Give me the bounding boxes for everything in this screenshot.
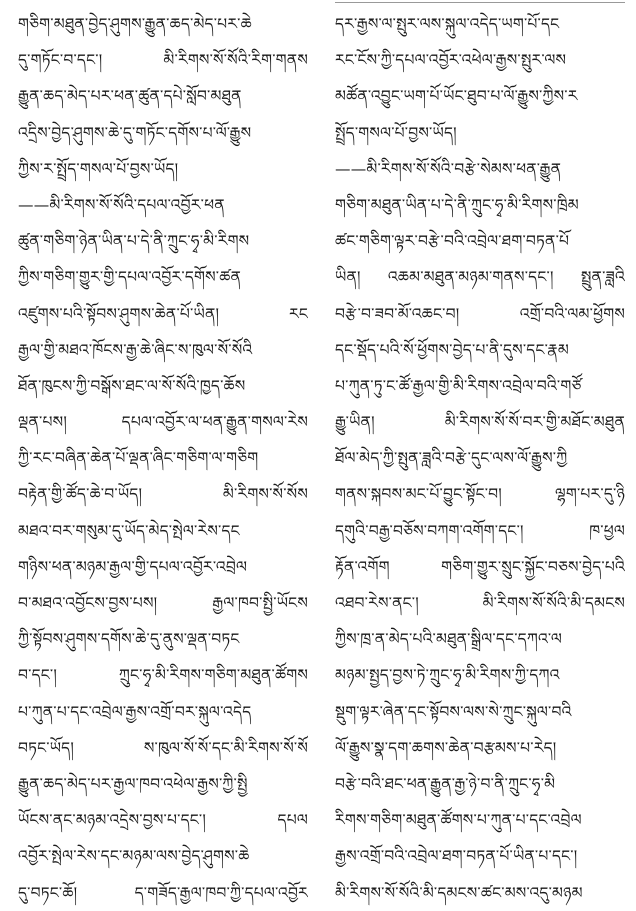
text-line: བརྩེ་བའི་ཐང་ཕན་རྒྱུན་རྒྱ་ཉེ་བ་ནི་ཀྲུང་ཧྭ་མི bbox=[335, 774, 556, 793]
text-line: མཚོན་འབྱུང་ཡག་པོ་ཡོང་ཐུབ་པ་ལོ་རྒྱུས་ཀྱིས་ར bbox=[335, 87, 578, 106]
text-line: དུ་བཏང་ཆོ། ད་གཟོད་རྒྱལ་ཁབ་ཀྱི་དཔལ་འབྱོར bbox=[18, 883, 308, 902]
text-line: བརྟེན་གྱི་ཚོད་ཆེ་བ་ཡོད། མི་རིགས་སོ་སོས bbox=[18, 485, 308, 504]
text-line: གཉིས་ཕན་མཉམ་རྒྱལ་གྱི་དཔལ་འབྱོར་འབྲེལ bbox=[18, 557, 248, 576]
text-line: ཀྱིས་གཅིག་གྱུར་གྱི་དཔལ་འབྱོར་དགོས་ཚན bbox=[18, 268, 241, 287]
top-divider bbox=[335, 2, 625, 3]
text-line: དགུའི་བརྒྱ་བཅོས་བཀག་འགོག་དང་། ཁ་ཕྱལ bbox=[335, 521, 625, 540]
text-line: དར་རྒྱས་ལ་སྤུར་ལས་སྐུལ་འདེད་ཡག་པོ་དང bbox=[335, 15, 560, 33]
text-line: བརྩེ་བ་ཟབ་མོ་འཆང་བ། འགྲོ་བའི་ལམ་ཕྱོགས bbox=[335, 304, 625, 323]
text-line: པ་ཀུན་ཏུ་ང་ཚོ་རྒྱལ་གྱི་མི་རིགས་འབྲེལ་བའི་གཙོ bbox=[335, 376, 582, 395]
text-line: འཐབ་རེས་ནང་། མི་རིགས་སོ་སོའི་མི་དམངས bbox=[335, 594, 625, 612]
text-line: རྟོན་འགོག གཅིག་གྱུར་སྲུང་སྐྱོང་བཅས་བྱེད་པའི bbox=[335, 557, 625, 576]
text-line: དང་སྡོད་པའི་སོ་ཕྱོགས་བྱེད་པ་ནི་དུས་དང་རྣམ bbox=[335, 340, 569, 359]
text-line: ཀྱི་རང་བཞིན་ཆེན་པོ་ལྡན་ཞིང་གཅིག་ལ་གཅིག bbox=[18, 449, 259, 468]
text-line: ཡིན། འཆམ་མཐུན་མཉམ་གནས་དང་། སྤྲུན་ཟླའི bbox=[335, 268, 625, 287]
text-line: མཉམ་སྤྱད་བྱས་ཏེ་ཀྲུང་ཧྭ་མི་རིགས་ཀྱི་དཀའ bbox=[335, 666, 560, 685]
text-line: ——མི་རིགས་སོ་སོའི་དཔལ་འབྱོར་ཕན bbox=[18, 195, 225, 214]
text-line: རྒྱས་འགྲོ་བའི་འབྲེལ་ཐག་བཏན་པོ་ཡིན་པ་དང་། bbox=[335, 847, 578, 866]
text-line: སྤྲོད་གསལ་པོ་བྱས་ཡོད། bbox=[335, 123, 457, 142]
text-line: ལྡན་པས། དཔལ་འབྱོར་ལ་ཕན་རྒྱུན་གསལ་རེས bbox=[18, 413, 308, 432]
text-line: པ་ཀུན་པ་དང་འབྲེལ་རྒྱས་འགྲོ་བར་སྐུལ་འདེད bbox=[18, 702, 252, 721]
text-line: རིགས་གཅིག་མཐུན་ཚོགས་པ་ཀུན་པ་དང་འབྲེལ bbox=[335, 811, 582, 830]
text-line: འབྱོར་སྤེལ་རེས་དང་མཉམ་ལས་བྱེད་ཤུགས་ཆེ bbox=[18, 847, 250, 866]
text-line: གཅིག་མཐུན་ཡིན་པ་དེ་ནི་ཀྲུང་ཧྭ་མི་རིགས་ཁྲིམ bbox=[335, 195, 579, 214]
text-line: མི་རིགས་སོ་སོའི་མི་དམངས་ཚང་མས་འདུ་མཉམ bbox=[335, 883, 583, 902]
right-text-column bbox=[335, 6, 625, 911]
left-text-column bbox=[18, 6, 308, 911]
text-line: ཀྱིས་ཁྲ་ན་མེད་པའི་མཐུན་སྒྲིལ་དང་དཀའ་ལ bbox=[335, 630, 563, 649]
text-line: བ་དང་། ཀྲུང་ཧྭ་མི་རིགས་གཅིག་མཐུན་ཚོགས bbox=[18, 666, 308, 685]
text-line: བཏང་ཡོད། ས་ཁུལ་སོ་སོ་དང་མི་རིགས་སོ་སོ bbox=[18, 738, 308, 757]
text-line: ཀྱི་སྟོབས་ཤུགས་དགོས་ཆེ་དུ་ནུས་ལྡན་བཏང bbox=[18, 630, 240, 649]
text-line: ཡོངས་ནང་མཉམ་འདྲེས་བྱས་པ་དང་། དཔལ bbox=[18, 811, 308, 830]
text-line: འཛུགས་པའི་སྟོབས་ཤུགས་ཆེན་པོ་ཡིན། རང bbox=[18, 304, 308, 323]
text-line: སྡུག་ལྟར་ཞེན་དང་སྟོབས་ལས་སེ་ཀྲུང་སྐུལ་བའི bbox=[335, 702, 572, 721]
text-line: རྒྱུ་ཡིན། མི་རིགས་སོ་སོ་བར་གྱི་མཐོང་མཐུན bbox=[335, 413, 625, 432]
text-line: ཚང་གཅིག་ལྟར་བརྩེ་བའི་འབྲེལ་ཐག་བཏན་པོ bbox=[335, 232, 570, 251]
text-line: རྒྱུན་ཆད་མེད་པར་ཕན་ཚུན་དཔེ་སློབ་མཐུན bbox=[18, 87, 242, 106]
text-line: ——མི་རིགས་སོ་སོའི་བརྩེ་སེམས་ཕན་རྒྱུན bbox=[335, 159, 562, 178]
text-line: གནས་སྐབས་མང་པོ་བྱུང་སྟོང་བ། ལྷག་པར་དུ་ཉི bbox=[335, 485, 625, 504]
text-line: ཐོལ་མེད་ཀྱི་སྤུན་ཟླའི་བརྩེ་དུང་ལས་ལོ་རྒྱུས་ཀྱི bbox=[335, 449, 568, 468]
text-line: འདྲིས་བྱེད་ཤུགས་ཆེ་དུ་གཏོང་དགོས་པ་ལོ་རྒྱུས bbox=[18, 123, 252, 142]
text-line: མཐའ་བར་གསུམ་དུ་ཡོད་མེད་སྤེལ་རེས་དང bbox=[18, 521, 240, 540]
text-line: ལོ་རྒྱུས་སྣ་དག་ཆགས་ཆེན་བརྩམས་པ་རེད། bbox=[335, 738, 557, 757]
text-line: རྒྱུན་ཆད་མེད་པར་རྒྱལ་ཁབ་འཕེལ་རྒྱས་ཀྱི་སྤྱི bbox=[18, 774, 248, 793]
text-line: རང་ངོས་ཀྱི་དཔལ་འབྱོར་འཕེལ་རྒྱས་སྤུར་ལས bbox=[335, 51, 567, 70]
text-line: ཐོན་ཁུངས་ཀྱི་བསྒོས་ཐང་ལ་སོ་སོའི་ཁྱད་ཆོས bbox=[18, 376, 246, 395]
text-line: གཅིག་མཐུན་བྱེད་ཤུགས་རྒྱུན་ཆད་མེད་པར་ཆེ bbox=[18, 15, 252, 33]
text-line: བ་མཐའ་འབྱོངས་བྱས་པས། རྒྱལ་ཁབ་སྤྱི་ཡོངས bbox=[18, 594, 308, 612]
text-line: ཀྱིས་ར་སྤྲོད་གསལ་པོ་བྱས་ཡོད། bbox=[18, 159, 179, 178]
text-line: ཚུན་གཅིག་ཉེན་ཡིན་པ་དེ་ནི་ཀྲུང་ཧྭ་མི་རིགས bbox=[18, 232, 250, 251]
text-line: རྒྱལ་གྱི་མཐའ་ཁོངས་རྒྱ་ཆེ་ཞིང་ས་ཁུལ་སོ་སོའི bbox=[18, 340, 253, 359]
text-line: དུ་གཏོང་བ་དང་། མི་རིགས་སོ་སོའི་རིག་གནས bbox=[18, 51, 308, 70]
